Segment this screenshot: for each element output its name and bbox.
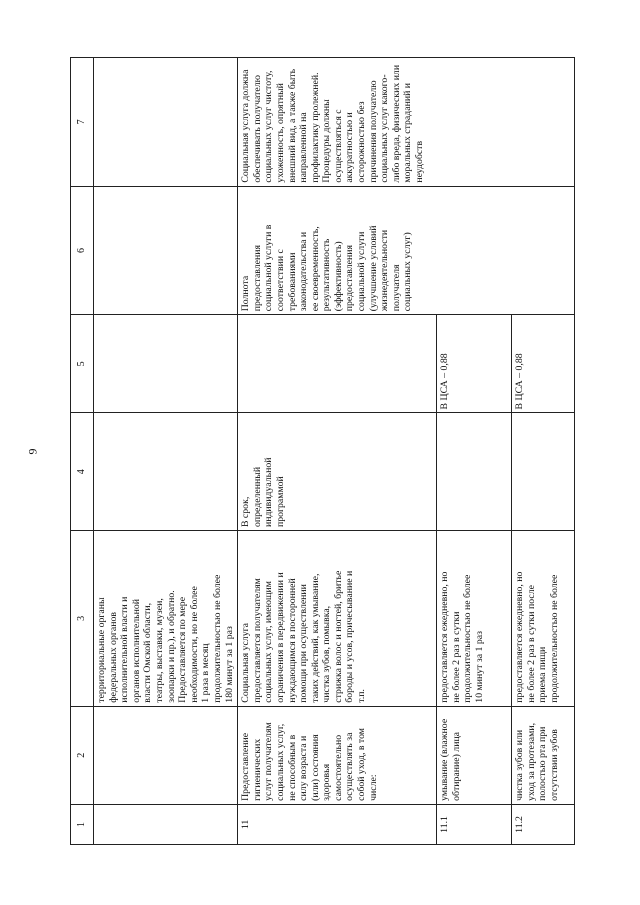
service-name-text: умывание (влажное обтирание) лица xyxy=(439,718,462,801)
service-name-text: чистка зубов или уход за протезами, полостью рта при отсутствии зубов xyxy=(514,722,560,801)
service-conditions xyxy=(238,58,575,187)
service-name xyxy=(512,706,575,804)
row-number xyxy=(94,804,238,844)
service-cost: В ЦСА – 0,88 xyxy=(512,315,575,413)
service-conditions xyxy=(94,58,238,187)
service-conditions-text: Социальная услуга должна обеспечивать получателю социальных услуг чистоту, ухоженность, опрятный внешний вид, а также быть направленной на профилактику пролежней. Процедуры должны осуществляться с аккуратностью и осторожностью без причинения получателю социальных услуг какого- либо вреда, физических или моральных страданий и неудобств xyxy=(240,64,426,183)
service-description-text: предоставляется ежедневно, но не более 2 раз в сутки продолжительностью не более 10 минут за 1 раз xyxy=(439,571,485,703)
service-cost: В ЦСА – 0,88 xyxy=(437,315,512,413)
header-col-2: 2 xyxy=(71,706,94,804)
service-indicators-text: Полнота предоставления социальной услуги в соответствии с требованиями законодательства и ее своевременность, результативность (эффективность) предоставления социальной услуги (улучшение условий жизнедеятельности получателя социальных услуг) xyxy=(240,224,414,312)
service-description-text: Социальная услуга предоставляется получателям социальных услуг, имеющим ограничения в передвижении и нуждающимся в посторонней помощи при осуществлении таких действий, как умывание, чистка зубов, помывка, стрижка волос и ногтей, бритье бороды и усов, причесывание и т.п. xyxy=(240,570,368,703)
service-description xyxy=(238,531,437,707)
services-table xyxy=(70,57,575,845)
service-name-text: Предоставление гигиенических услуг получателям социальных услуг, не способным в силу возраста и (или) состояния здоровья самостоятельно осуществлять за собой уход, в том числе: xyxy=(240,722,379,801)
page-number: 9 xyxy=(25,448,40,455)
service-term xyxy=(94,413,238,531)
table-row xyxy=(94,58,238,845)
service-description xyxy=(437,531,512,707)
service-term xyxy=(437,413,512,531)
row-number: 11.1 xyxy=(437,804,512,844)
service-term xyxy=(238,413,437,531)
header-col-7: 7 xyxy=(71,58,94,187)
service-term-text: В срок, определенный индивидуальной программой xyxy=(240,457,286,528)
service-cost xyxy=(94,315,238,413)
row-number: 11 xyxy=(238,804,437,844)
header-col-6: 6 xyxy=(71,186,94,315)
service-description-text: территориальные органы федеральных органов исполнительной власти и органов исполнительной власти Омской области, театры, выставки, музеи, зоопарки и пр.), и обратно. Предоставляется по мере необходимости, но не более 1 раза в месяц продолжительностью не более 180 минут за 1 раз xyxy=(96,574,235,703)
service-name xyxy=(94,706,238,804)
rotated-table-container xyxy=(70,57,570,845)
header-col-5: 5 xyxy=(71,315,94,413)
header-col-4: 4 xyxy=(71,413,94,531)
service-name xyxy=(437,706,512,804)
service-description-text: предоставляется ежедневно, но не более 2 раз в сутки после приема пищи продолжительностью не более xyxy=(514,571,560,703)
service-name xyxy=(238,706,437,804)
service-term xyxy=(512,413,575,531)
service-description xyxy=(512,531,575,707)
service-cost xyxy=(238,315,437,413)
service-description xyxy=(94,531,238,707)
table-row xyxy=(238,58,437,845)
service-indicators xyxy=(238,186,575,315)
header-col-3: 3 xyxy=(71,531,94,707)
header-col-1: 1 xyxy=(71,804,94,844)
service-indicators xyxy=(94,186,238,315)
table-header-row xyxy=(71,58,94,845)
row-number: 11.2 xyxy=(512,804,575,844)
